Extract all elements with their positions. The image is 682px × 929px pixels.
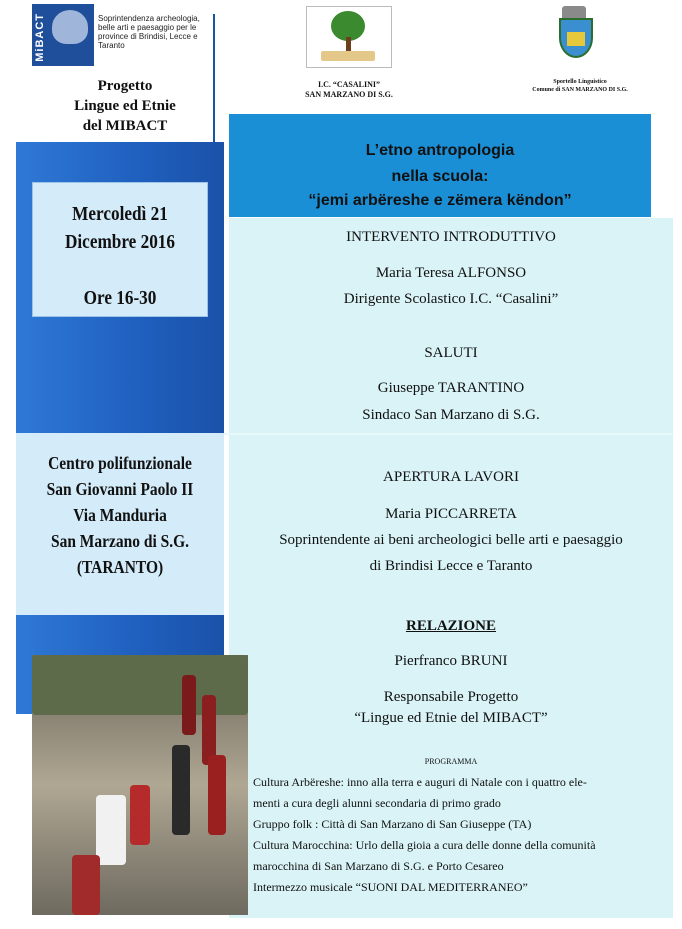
school-name [282,80,416,100]
venue-box [16,433,224,615]
comune-line: Sportello Linguistico [553,79,607,85]
divider [213,14,215,142]
saluti-name: Giuseppe TARANTINO [377,380,525,396]
folk-group-photo [32,655,248,915]
venue-line: San Giovanni Paolo II [46,479,194,499]
progetto-line: Lingue ed Etnie [74,98,176,114]
intro-name: Maria Teresa ALFONSO [375,265,527,281]
mibact-logo [32,4,94,66]
intro-heading: INTERVENTO INTRODUTTIVO [346,229,556,245]
soprintendenza-text: Soprintendenza archeologia, belle arti e paesaggio per le province di Brindisi, Lecce e Taranto [98,14,200,50]
event-title-box [229,114,651,217]
apertura-heading: APERTURA LAVORI [383,469,519,485]
progetto-title [40,76,210,136]
event-title-line: “jemi arbëreshe e zëmera këndon” [308,192,572,209]
relazione-role: Responsabile Progetto [383,689,519,705]
programma-line: Cultura Arbëreshe: inno alla terra e auguri di Natale con i quattro ele- [253,775,587,789]
venue-line: (TARANTO) [76,557,164,577]
relazione-role-2: “Lingue ed Etnie del MIBACT” [354,710,548,726]
intro-role: Dirigente Scolastico I.C. “Casalini” [343,291,559,307]
apertura-name: Maria PICCARRETA [385,506,517,522]
programma-line: marocchina di San Marzano di S.G. e Porto Cesareo [253,859,504,873]
programma-label: PROGRAMMA [424,757,478,766]
programma-line: Gruppo folk : Città di San Marzano di San Giuseppe (TA) [253,817,532,831]
school-logo [306,6,392,68]
mibact-logo-text: MiBACT [34,13,46,62]
programma-line: menti a cura degli alunni secondaria di primo grado [253,796,501,810]
event-title-line: L’etno antropologia [365,142,515,159]
progetto-line: Progetto [97,78,153,94]
comune-line: Comune di SAN MARZANO DI S.G. [532,87,628,93]
date-time: Ore 16-30 [83,287,157,309]
venue-line: Via Manduria [73,505,167,525]
saluti-role: Sindaco San Marzano di S.G. [362,407,540,423]
date-month-year: Dicembre 2016 [64,231,176,253]
relazione-heading: RELAZIONE [405,618,497,634]
event-title-line: nella scuola: [391,168,489,185]
comune-crest [550,6,598,68]
date-day: Mercoledì 21 [72,203,168,225]
progetto-line: del MIBACT [82,118,168,134]
date-box [32,182,208,317]
panel-separator [224,433,674,435]
comune-text [520,78,640,94]
school-name-line: SAN MARZANO DI S.G. [305,90,393,99]
apertura-role: Soprintendente ai beni archeologici belle arti e paesaggio [279,532,623,548]
venue-line: San Marzano di S.G. [50,531,190,551]
school-name-line: I.C. “CASALINI” [317,80,380,89]
programma-line: Intermezzo musicale “SUONI DAL MEDITERRANEO” [253,880,528,894]
saluti-heading: SALUTI [424,345,478,361]
venue-line: Centro polifunzionale [48,453,192,473]
programma-line: Cultura Marocchina: Urlo della gioia a cura delle donne della comunità [253,838,596,852]
apertura-role-2: di Brindisi Lecce e Taranto [369,558,533,574]
relazione-name: Pierfranco BRUNI [394,653,508,669]
